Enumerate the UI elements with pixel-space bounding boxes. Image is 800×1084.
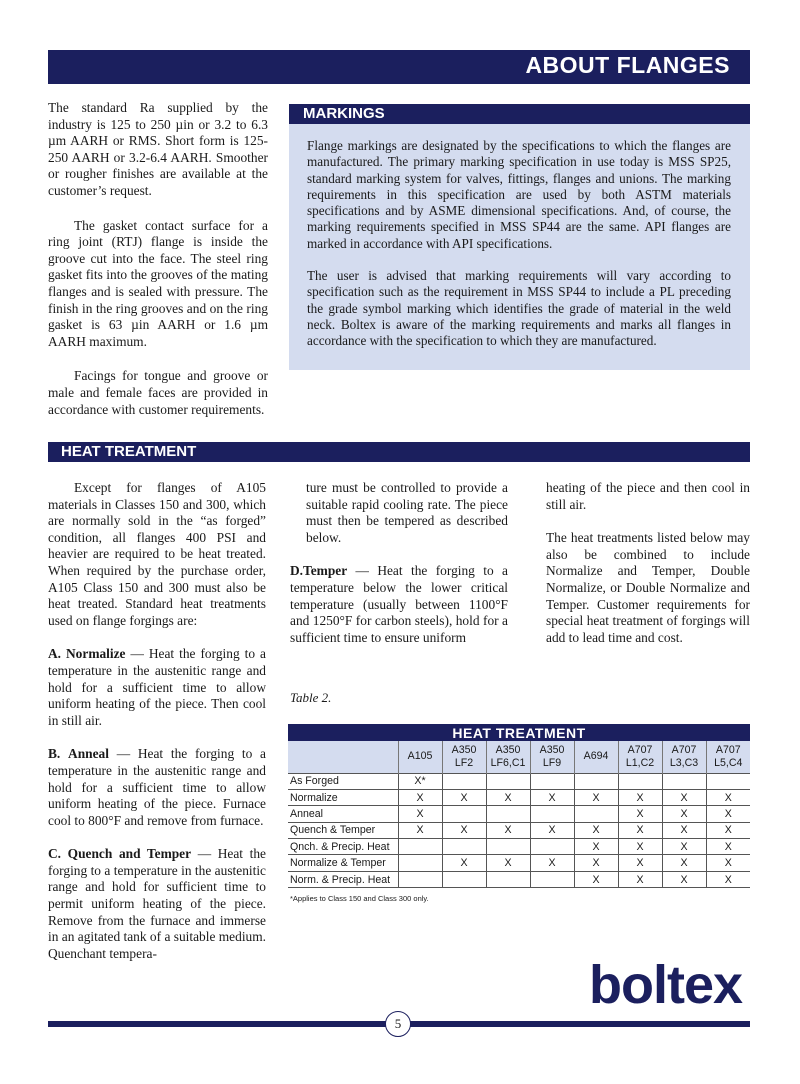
column-header-line: L5,C4 <box>714 756 743 769</box>
table-cell: X <box>398 822 442 838</box>
row-label: Norm. & Precip. Heat <box>288 871 398 887</box>
markings-panel <box>289 104 750 370</box>
page-number: 5 <box>385 1011 411 1037</box>
paragraph: The gasket contact surface for a ring joint (RTJ) flange is inside the groove cut into the face. The steel ring gasket fits into the grooves of the mating flanges and is sealed with pressure. The finish in the ring grooves and on the ring gasket is 63 µin AARH or 1.6 µm AARH maximum. <box>48 217 268 349</box>
table-cell: X <box>706 822 750 838</box>
combined-treatments-note: The heat treatments listed below may also be combined to include Normalize and Temper, Double Normalize, or Double Normalize and Temper. Customer requirements for special heat treatment of forgings will add to lead time and cost. <box>546 530 750 645</box>
column-header-line: LF2 <box>454 756 474 769</box>
table-cell <box>398 855 442 871</box>
table-cell: X <box>618 855 662 871</box>
table-cell: X <box>706 855 750 871</box>
column-header-line: A707 <box>671 743 697 756</box>
markings-body <box>307 138 731 366</box>
row-label: Normalize & Temper <box>288 855 398 871</box>
heat-treatment-column-1 <box>48 480 266 979</box>
table-cell: X <box>706 871 750 887</box>
row-label: Qnch. & Precip. Heat <box>288 839 398 855</box>
table-cell <box>486 806 530 822</box>
table-cell: X <box>706 789 750 805</box>
boltex-logo: boltex <box>589 955 743 1015</box>
column-header-line: A350 <box>451 743 477 756</box>
table-cell: X <box>574 855 618 871</box>
table-cell: X* <box>398 773 442 789</box>
column-header-line: A707 <box>715 743 741 756</box>
table-cell: X <box>442 789 486 805</box>
item-letter: B. <box>48 746 61 762</box>
item-text: — Heat the forging to a temperature in the austenitic range and hold for sufficient time to permit uniform heating of the piece. Remove from the furnace and immerse in an agitated tank of a suitable medium. Quenchant tempera- <box>48 846 266 961</box>
table-cell: X <box>618 806 662 822</box>
heat-treatment-table <box>288 724 750 888</box>
table-cell <box>530 806 574 822</box>
table-footnote: *Applies to Class 150 and Class 300 only. <box>290 894 429 903</box>
table-row <box>288 806 750 822</box>
quench-temper-continued: ture must be controlled to provide a suitable rapid cooling rate. The piece must then be tempered as described below. <box>306 480 508 545</box>
table-cell <box>442 773 486 789</box>
item-letter: C. <box>48 846 62 862</box>
table-cell <box>398 871 442 887</box>
item-name: Temper <box>303 563 348 579</box>
table-cell: X <box>662 822 706 838</box>
treatment-item-temper <box>290 563 508 646</box>
table-cell: X <box>486 855 530 871</box>
table-cell: X <box>618 839 662 855</box>
table-cell: X <box>486 822 530 838</box>
table-cell <box>486 871 530 887</box>
paragraph: Facings for tongue and groove or male and female faces are provided in accordance with customer requirements. <box>48 368 268 417</box>
table-row <box>288 789 750 805</box>
table-cell <box>486 839 530 855</box>
item-text: — Heat the forging to a temperature in the austenitic range and hold for a sufficient time to allow uniform heating of the piece. Furnace cool to 800°F and remove from furnace. <box>48 746 266 828</box>
table-cell: X <box>706 806 750 822</box>
table-cell: X <box>530 822 574 838</box>
table-cell: X <box>486 789 530 805</box>
table-cell <box>574 806 618 822</box>
table-title: HEAT TREATMENT <box>288 724 750 741</box>
table-cell: X <box>618 822 662 838</box>
table-header-row <box>288 741 750 773</box>
heat-treatment-header <box>48 442 750 462</box>
table-cell <box>574 773 618 789</box>
table-cell: X <box>662 855 706 871</box>
table-header-blank <box>288 741 398 773</box>
table-cell: X <box>574 871 618 887</box>
column-header-line: A350 <box>495 743 521 756</box>
table-row <box>288 855 750 871</box>
table-cell: X <box>398 789 442 805</box>
column-header-line: L3,C3 <box>669 756 699 769</box>
table-cell: X <box>662 871 706 887</box>
row-label: Quench & Temper <box>288 822 398 838</box>
paragraph: The user is advised that marking requirements will vary according to specification such as the requirement in MSS SP44 to include a PL preceding the grade symbol marking which identifies the grade of material in the weld neck. Boltex is aware of the marking requirements and marks all flanges in accordance with the specification to which they are manufactured. <box>307 268 731 349</box>
column-header-line: L1,C2 <box>625 756 655 769</box>
table-cell <box>662 773 706 789</box>
table-cell <box>442 806 486 822</box>
paragraph: The standard Ra supplied by the industry is 125 to 250 µin or 3.2 to 6.3 µm AARH or RMS. Short form is 125-250 AARH or 3.2-6.4 AARH. Smoother or rougher finishes are available at the customer’s request. <box>48 100 268 198</box>
table-cell: X <box>662 806 706 822</box>
column-header <box>442 741 486 773</box>
table-body <box>288 773 750 888</box>
table-cell: X <box>574 822 618 838</box>
table-cell: X <box>706 839 750 855</box>
table-cell: X <box>442 855 486 871</box>
column-header <box>706 741 750 773</box>
item-name: Anneal <box>68 746 109 762</box>
heat-treatment-title: HEAT TREATMENT <box>61 443 197 460</box>
table-cell: X <box>618 871 662 887</box>
table-cell: X <box>574 789 618 805</box>
intro-column <box>48 100 268 436</box>
table-row <box>288 871 750 887</box>
column-header <box>530 741 574 773</box>
table-cell <box>530 839 574 855</box>
treatment-item-quench-temper <box>48 846 266 962</box>
column-header-line: LF6,C1 <box>490 756 526 769</box>
column-header-line: A707 <box>627 743 653 756</box>
column-header-line: A694 <box>583 750 609 763</box>
column-header <box>574 741 618 773</box>
table-cell: X <box>530 855 574 871</box>
item-text: — Heat the forging to a temperature in the austenitic range and hold for a sufficient time to allow uniform heating of the piece. Then cool in still air. <box>48 646 266 728</box>
table-row <box>288 822 750 838</box>
item-letter: A. <box>48 646 62 662</box>
table-cell: X <box>574 839 618 855</box>
table-cell <box>398 839 442 855</box>
table-caption: Table 2. <box>290 690 332 705</box>
header-banner <box>48 50 750 84</box>
table-cell <box>618 773 662 789</box>
treatment-item-anneal <box>48 746 266 829</box>
item-name: Quench and Temper <box>67 846 192 862</box>
table-cell <box>442 839 486 855</box>
item-name: Normalize <box>66 646 126 662</box>
column-header-line: LF9 <box>542 756 562 769</box>
item-text: — Heat the forging to a temperature below the lower critical temperature (usually between 1100°F and 1250°F for carbon steels), hold for a sufficient time to ensure uniform <box>290 563 508 645</box>
table-cell <box>530 871 574 887</box>
markings-title: MARKINGS <box>303 105 385 122</box>
page-title: ABOUT FLANGES <box>525 52 730 78</box>
column-header-line: A350 <box>539 743 565 756</box>
heat-treatment-column-2 <box>290 480 508 663</box>
table-cell: X <box>618 789 662 805</box>
table-cell <box>706 773 750 789</box>
table-cell: X <box>530 789 574 805</box>
table-cell <box>442 871 486 887</box>
paragraph: Flange markings are designated by the specifications to which the flanges are manufactured. The primary marking specification in use today is MSS SP25, standard marking system for valves, fittings, flanges and unions. The marking requirements in this specification are used by both ASTM materials specifications and by ASME dimensional specifications. And, of course, the marking requirements specified in MSS SP44 are the same. API flanges are marked in accordance with API specifications. <box>307 138 731 251</box>
table-cell: X <box>398 806 442 822</box>
column-header <box>662 741 706 773</box>
column-header-line: A105 <box>407 750 433 763</box>
treatment-item-normalize <box>48 646 266 729</box>
table-cell: X <box>662 839 706 855</box>
item-letter: D. <box>290 563 304 579</box>
table-row <box>288 839 750 855</box>
column-header <box>486 741 530 773</box>
table-row <box>288 773 750 789</box>
row-label: As Forged <box>288 773 398 789</box>
column-header <box>398 741 442 773</box>
table-cell <box>530 773 574 789</box>
heat-treatment-intro: Except for flanges of A105 materials in Classes 150 and 300, which are normally sold in the “as forged” condition, all flanges 400 PSI and heavier are required to be heat treated. When required by the purchase order, A105 Class 150 and 300 must also be heat treated. Standard heat treatments used on flange forgings are: <box>48 480 266 628</box>
row-label: Anneal <box>288 806 398 822</box>
table-cell: X <box>442 822 486 838</box>
heat-treatment-column-3 <box>546 480 750 663</box>
table-cell <box>486 773 530 789</box>
markings-header <box>289 104 750 124</box>
temper-continued: heating of the piece and then cool in still air. <box>546 480 750 512</box>
table-cell: X <box>662 789 706 805</box>
row-label: Normalize <box>288 789 398 805</box>
column-header <box>618 741 662 773</box>
